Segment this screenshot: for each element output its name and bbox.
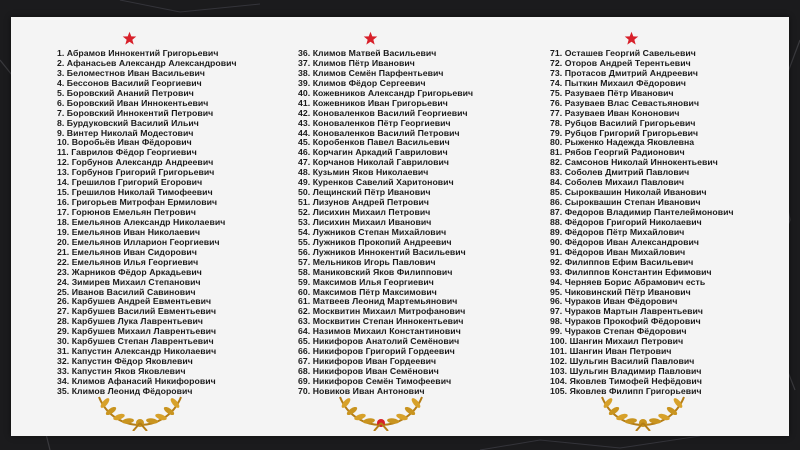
- list-item: 50. Лещинский Пётр Иванович: [298, 187, 431, 198]
- list-item: 29. Карбушев Михаил Лаврентьевич: [57, 326, 217, 337]
- list-item: 10. Воробьёв Иван Фёдорович: [57, 137, 192, 148]
- list-item: 67. Никифоров Иван Гордеевич: [298, 356, 437, 367]
- list-item: 95. Чиковинский Пётр Иванович: [550, 286, 691, 297]
- memorial-list-panel: [11, 17, 789, 436]
- list-item: 105. Яковлев Филипп Григорьевич: [550, 385, 702, 396]
- list-item: 79. Рубцов Григорий Григорьевич: [550, 127, 699, 138]
- list-item: 19. Емельянов Иван Николаевич: [57, 226, 201, 237]
- list-item: 98. Чураков Прокофий Фёдорович: [550, 316, 701, 327]
- list-item: 91. Фёдоров Иван Михайлович: [550, 246, 686, 257]
- list-item: 76. Разуваев Влас Севастьянович: [550, 97, 700, 108]
- list-item: 70. Новиков Иван Антонович: [298, 385, 425, 396]
- list-item: 97. Чураков Мартын Лаврентьевич: [550, 306, 704, 317]
- list-item: 17. Горюнов Емельян Петрович: [57, 207, 196, 217]
- list-item: 24. Зимирев Михаил Степанович: [57, 276, 201, 287]
- list-item: 6. Боровский Иван Иннокентьевич: [57, 97, 209, 108]
- list-item: 103. Шульгин Владимир Павлович: [550, 366, 702, 376]
- list-item: 80. Рыженко Надежда Яковлевна: [550, 137, 695, 148]
- list-item: 12. Горбунов Александр Андреевич: [57, 157, 214, 168]
- list-item: 66. Никифоров Григорий Гордеевич: [298, 346, 455, 357]
- list-item: 69. Никифоров Семён Тимофеевич: [298, 375, 452, 386]
- list-item: 57. Мельников Игорь Павлович: [298, 256, 436, 267]
- list-item: 101. Шангин Иван Петрович: [550, 346, 672, 357]
- list-item: 22. Емельянов Илья Георгиевич: [57, 256, 199, 267]
- list-item: 15. Грешилов Николай Тимофеевич: [57, 187, 213, 198]
- list-item: 75. Разуваев Пётр Иванович: [550, 87, 674, 98]
- list-item: 102. Шульгин Василий Павлович: [550, 356, 695, 367]
- list-item: 52. Лисихин Михаил Петрович: [298, 207, 431, 217]
- list-item: 30. Карбушев Степан Лаврентьевич: [57, 336, 214, 347]
- names-list: [298, 49, 543, 397]
- list-item: 46. Корчагин Аркадий Гаврилович: [298, 147, 448, 158]
- red-star-icon: [363, 31, 378, 46]
- list-item: 4. Бессонов Василий Георгиевич: [57, 77, 202, 88]
- list-item: 48. Кузьмин Яков Николаевич: [298, 167, 429, 178]
- list-item: 37. Климов Пётр Иванович: [298, 57, 415, 68]
- list-item: 99. Чураков Степан Фёдорович: [550, 326, 687, 337]
- list-item: 90. Фёдоров Иван Александрович: [550, 236, 700, 247]
- list-item: 84. Соболев Михаил Павлович: [550, 177, 685, 188]
- list-item: 96. Чураков Иван Фёдорович: [550, 296, 678, 307]
- list-item: 81. Рябов Георгий Радионович: [550, 147, 685, 158]
- list-item: 86. Сыроквашин Степан Иванович: [550, 197, 701, 208]
- list-item: 62. Москвитин Михаил Митрофанович: [298, 306, 466, 317]
- list-item: 65. Никифоров Анатолий Семёнович: [298, 336, 460, 347]
- list-item: 68. Никифоров Иван Семёнович: [298, 366, 439, 376]
- list-item: 72. Оторов Андрей Терентьевич: [550, 57, 691, 68]
- list-item: 33. Капустин Яков Яковлевич: [57, 366, 186, 376]
- list-item: 14. Грешилов Григорий Егорович: [57, 177, 203, 188]
- list-item: 73. Протасов Дмитрий Андреевич: [550, 67, 698, 78]
- list-item: 27. Карбушев Василий Евментьевич: [57, 306, 217, 317]
- laurel-wreath-icon: [598, 387, 688, 431]
- list-item: 82. Самсонов Николай Иннокентьевич: [550, 157, 718, 168]
- list-item: 26. Карбушев Андрей Евментьевич: [57, 296, 212, 307]
- list-item: 35. Климов Леонид Фёдорович: [57, 385, 193, 396]
- list-item: 40. Кожевников Александр Григорьевич: [298, 87, 474, 98]
- list-item: 87. Федоров Владимир Пантелеймонович: [550, 207, 734, 217]
- list-item: 59. Максимов Илья Георгиевич: [298, 276, 434, 287]
- laurel-wreath-icon: [95, 387, 185, 431]
- list-item: 9. Винтер Николай Модестович: [57, 127, 194, 138]
- list-item: 71. Осташев Георгий Савельевич: [550, 48, 696, 58]
- list-item: 64. Назимов Михаил Константинович: [298, 326, 461, 337]
- list-item: 89. Фёдоров Пётр Михайлович: [550, 226, 685, 237]
- list-item: 58. Маниковский Яков Филиппович: [298, 266, 453, 277]
- list-item: 54. Лужников Степан Михайлович: [298, 226, 447, 237]
- list-item: 47. Корчанов Николай Гаврилович: [298, 157, 450, 168]
- names-list: [550, 49, 795, 397]
- list-item: 77. Разуваев Иван Кононович: [550, 107, 680, 118]
- list-item: 5. Боровский Ананий Петрович: [57, 87, 194, 98]
- list-item: 2. Афанасьев Александр Александрович: [57, 57, 237, 68]
- list-item: 32. Капустин Фёдор Яковлевич: [57, 356, 193, 367]
- list-item: 94. Черняев Борис Абрамович есть: [550, 276, 706, 287]
- list-item: 18. Емельянов Александр Николаевич: [57, 216, 226, 227]
- list-item: 104. Яковлев Тимофей Нефёдович: [550, 375, 702, 386]
- list-item: 25. Иванов Василий Савинович: [57, 286, 196, 297]
- list-item: 20. Емельянов Илларион Георгиевич: [57, 236, 220, 247]
- list-item: 16. Григорьев Митрофан Ермилович: [57, 197, 218, 208]
- list-item: 85. Сыроквашин Николай Иванович: [550, 187, 707, 198]
- list-item: 8. Бурдуковский Василий Ильич: [57, 117, 199, 128]
- list-item: 74. Пыткин Михаил Фёдорович: [550, 77, 687, 88]
- list-item: 39. Климов Фёдор Сергеевич: [298, 77, 426, 88]
- list-item: 55. Лужников Прокопий Андреевич: [298, 236, 452, 247]
- list-item: 60. Максимов Пётр Максимович: [298, 286, 437, 297]
- list-item: 61. Матвеев Леонид Мартемьянович: [298, 296, 458, 307]
- laurel-wreath-icon: [336, 387, 426, 431]
- red-star-icon: [122, 31, 137, 46]
- list-item: 88. Фёдоров Григорий Николаевич: [550, 216, 702, 227]
- list-item: 51. Лизунов Андрей Петрович: [298, 197, 429, 208]
- list-item: 23. Жарников Фёдор Аркадьевич: [57, 266, 202, 277]
- list-item: 63. Москвитин Степан Иннокентьевич: [298, 316, 464, 327]
- list-item: 13. Горбунов Григорий Григорьевич: [57, 167, 215, 178]
- list-item: 31. Капустин Александр Николаевич: [57, 346, 217, 357]
- list-item: 92. Филиппов Ефим Васильевич: [550, 256, 694, 267]
- list-item: 49. Куренков Савелий Харитонович: [298, 177, 454, 188]
- list-item: 28. Карбушев Лука Лаврентьевич: [57, 316, 203, 327]
- red-star-icon: [624, 31, 639, 46]
- list-item: 53. Лисихин Михаил Иванович: [298, 216, 432, 227]
- list-item: 78. Рубцов Василий Григорьевич: [550, 117, 696, 128]
- list-item: 3. Беломестнов Иван Васильевич: [57, 67, 206, 78]
- list-item: 43. Коноваленков Пётр Георгиевич: [298, 117, 451, 128]
- list-item: 34. Климов Афанасий Никифорович: [57, 375, 216, 386]
- list-item: 36. Климов Матвей Васильевич: [298, 48, 437, 58]
- list-item: 1. Абрамов Иннокентий Григорьевич: [57, 48, 219, 58]
- list-item: 83. Соболев Дмитрий Павлович: [550, 167, 690, 178]
- list-item: 7. Боровский Иннокентий Петрович: [57, 107, 214, 118]
- list-item: 56. Лужников Иннокентий Васильевич: [298, 246, 466, 257]
- list-item: 41. Кожевников Иван Григорьевич: [298, 97, 448, 108]
- list-item: 93. Филиппов Константин Ефимович: [550, 266, 712, 277]
- list-item: 42. Коноваленков Василий Георгиевич: [298, 107, 468, 118]
- list-item: 100. Шангин Михаил Петрович: [550, 336, 684, 347]
- list-item: 44. Коноваленков Василий Петрович: [298, 127, 460, 138]
- list-item: 11. Гаврилов Фёдор Георгиевич: [57, 147, 197, 158]
- list-item: 45. Коробенков Павел Васильевич: [298, 137, 450, 148]
- list-item: 21. Емельянов Иван Сидорович: [57, 246, 197, 257]
- list-item: 38. Климов Семён Парфентьевич: [298, 67, 444, 78]
- names-list: [57, 49, 302, 397]
